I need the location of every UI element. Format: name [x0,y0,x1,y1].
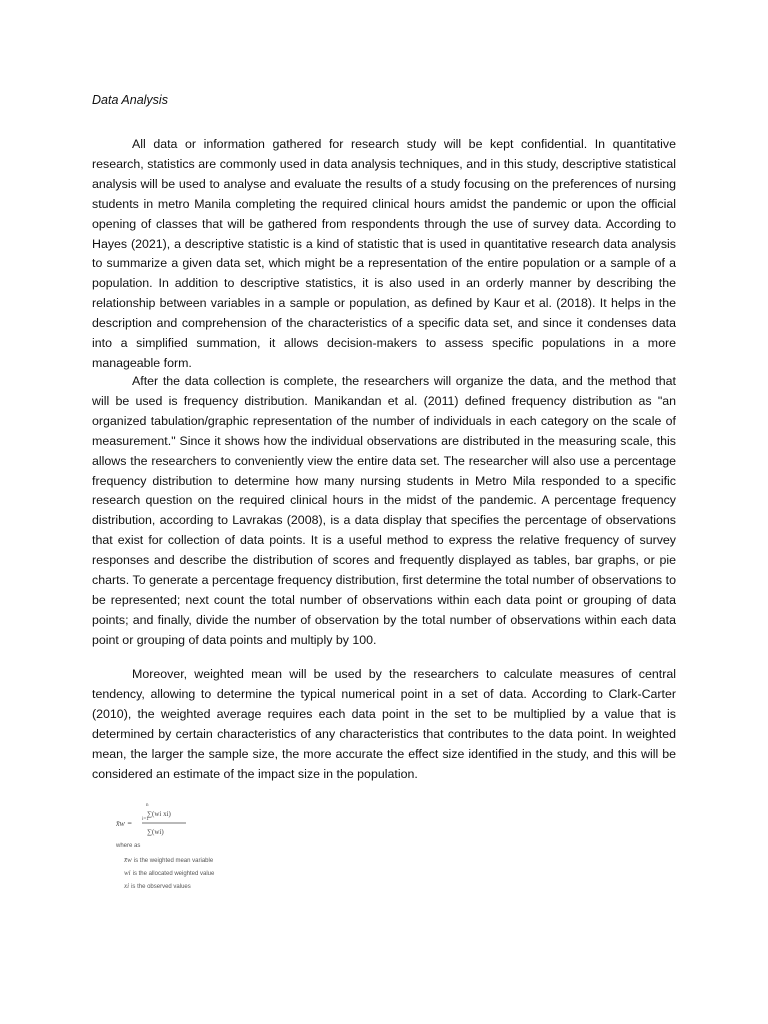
formula-image [116,796,276,844]
formula-sum-bottom: i=1 [142,817,149,822]
legend-row [124,882,191,890]
paragraph-text: All data or information gathered for research study will be kept confidential. In quantitative research, statistics are commonly used in data analysis techniques, and in this study, descriptive statistical analysis will be used to analyse and evaluate the results of a study focusing on the preferences of nursing students in metro Manila completing the required clinical hours amidst the pandemic or upon the official opening of classes that will be gathered from respondents through the use of survey data. According to Hayes (2021), a descriptive statistic is a kind of statistic that is used in quantitative research data analysis to summarize a given data set, which might be a representation of the entire population or a sample of a population. In addition to descriptive statistics, it is also used in an orderly manner by describing the relationship between variables in a sample or population, as defined by Kaur et al. (2018). It helps in the description and comprehension of the characteristics of a specific data set, and since it condenses data into a simplified summation, it allows decision-makers to assess specific populations in a more manageable form. [92,137,676,370]
legend-text: is the weighted mean variable [133,858,214,864]
legend-row [124,869,214,877]
legend-row [124,856,213,864]
legend-text: is the observed values [131,884,191,890]
where-label: where as [116,843,141,849]
paragraph-2 [92,372,676,651]
section-heading: Data Analysis [92,93,168,107]
legend-text: is the allocated weighted value [132,871,215,877]
formula-denominator: ∑(wi) [147,828,164,836]
weighted-mean-formula [116,796,276,896]
legend-symbol: wi [124,869,131,877]
paragraph-1 [92,135,676,374]
formula-lhs: x̄w = [116,819,133,828]
paragraph-text: Moreover, weighted mean will be used by the researchers to calculate measures of central tendency, allowing to determine the typical numerical point in a set of data. According to Clark-Carter (2010), the weighted average requires each data point in the set to be multiplied by a value that is determined by certain characteristics of any characteristics that contributes to the data point. In weighted mean, the larger the sample size, the more accurate the effect size identified in the study, and this will be considered an estimate of the impact size in the population. [92,667,676,781]
formula-sum-top: n [146,803,149,808]
paragraph-3 [92,665,676,784]
paragraph-text: After the data collection is complete, the researchers will organize the data, and the method that will be used is frequency distribution. Manikandan et al. (2011) defined frequency distribution as "an organized tabulation/graphic representation of the number of individuals in each category on the scale of measurement." Since it shows how the individual observations are distributed in the measuring scale, this allows the researchers to conveniently view the entire data set. The researcher will also use a percentage frequency distribution to determine how many nursing students in Metro Mila responded to a specific research question on the required clinical hours in the midst of the pandemic. A percentage frequency distribution, according to Lavrakas (2008), is a data display that specifies the percentage of observations that exist for collection of data points. It is a useful method to express the relative frequency of survey responses and describe the distribution of scores and frequently displayed as tables, bar graphs, or pie charts. To generate a percentage frequency distribution, first determine the total number of observations to be represented; next count the total number of observations within each data point or grouping of data points; and finally, divide the number of observation by the total number of observations within each data point or grouping of data points and multiply by 100. [92,374,676,647]
legend-symbol: xi [124,882,130,890]
legend-symbol: x̄w [124,856,132,864]
formula-numerator: ∑(wi xi) [147,810,171,818]
